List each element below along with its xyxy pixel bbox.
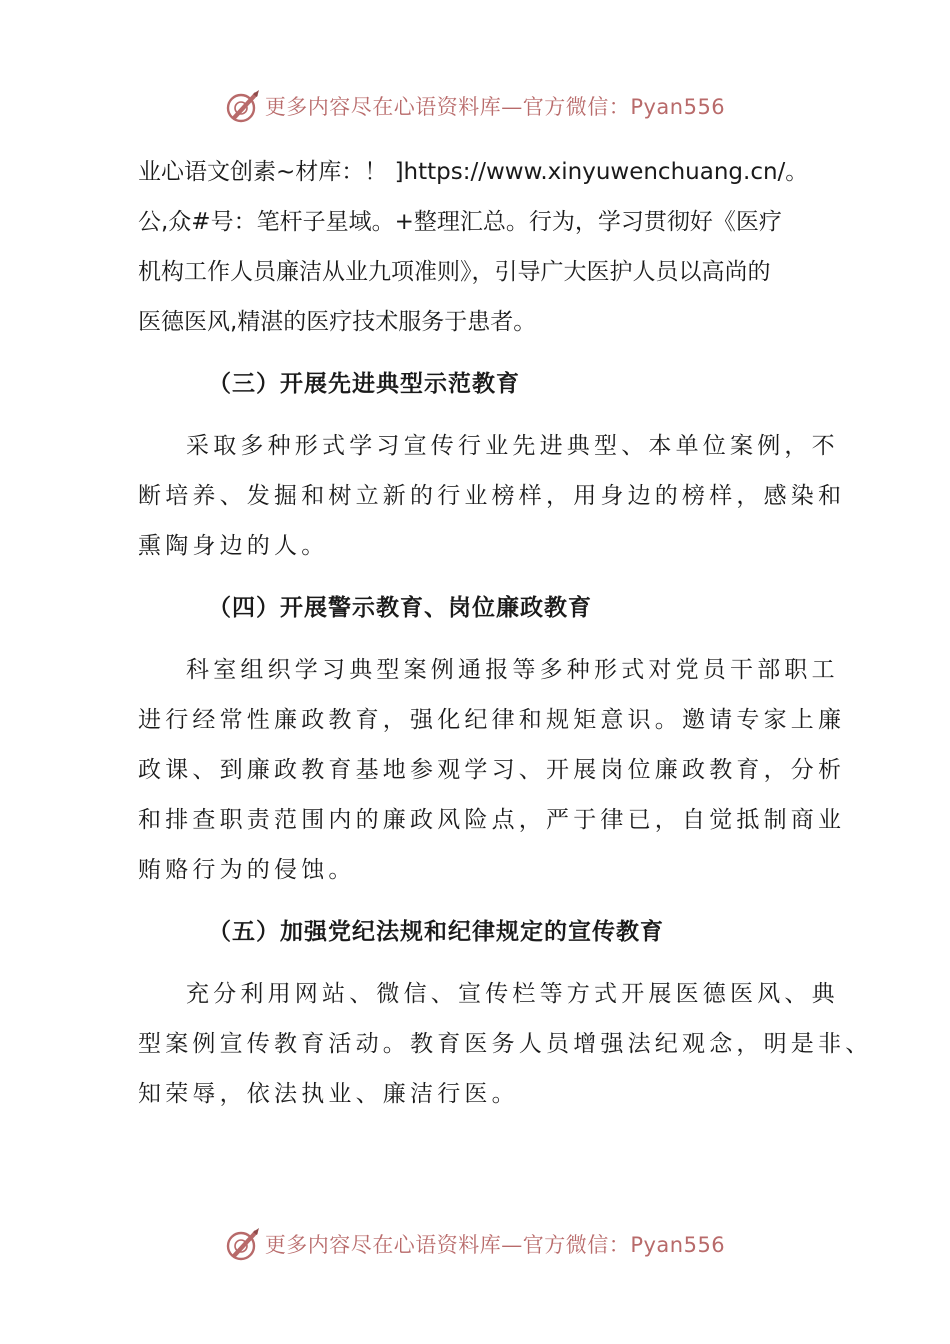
quill-logo-icon bbox=[225, 88, 261, 124]
section-heading: （三）开展先进典型示范教育 bbox=[208, 370, 520, 397]
paragraph-line: 采取多种形式学习宣传行业先进典型、本单位案例，不 bbox=[186, 433, 839, 459]
banner-text: 更多内容尽在心语资料库—官方微信：Pyan556 bbox=[264, 1233, 726, 1257]
paragraph-line: 科室组织学习典型案例通报等多种形式对党员干部职工 bbox=[186, 657, 839, 683]
quill-logo-icon bbox=[225, 1226, 261, 1262]
document-body bbox=[138, 147, 873, 1119]
paragraph-line: 医德医风,精湛的医疗技术服务于患者。 bbox=[138, 309, 537, 335]
footer-banner bbox=[0, 1222, 950, 1266]
paragraph-line: 熏陶身边的人。 bbox=[138, 533, 329, 559]
banner-text: 更多内容尽在心语资料库—官方微信：Pyan556 bbox=[264, 95, 726, 119]
paragraph-line: 政课、到廉政教育基地参观学习、开展岗位廉政教育，分析 bbox=[138, 757, 846, 783]
paragraph-line: 机构工作人员廉洁从业九项准则》，引导广大医护人员以高尚的 bbox=[138, 259, 771, 285]
paragraph-line: 知荣辱，依法执业、廉洁行医。 bbox=[138, 1081, 519, 1107]
paragraph-line: 型案例宣传教育活动。教育医务人员增强法纪观念，明是非、 bbox=[138, 1031, 873, 1057]
section-heading: （五）加强党纪法规和纪律规定的宣传教育 bbox=[208, 918, 664, 945]
paragraph-line: 公,众#号：笔杆子星域。+整理汇总。行为，学习贯彻好《医疗 bbox=[138, 209, 782, 235]
paragraph-line: 贿赂行为的侵蚀。 bbox=[138, 857, 356, 883]
paragraph-line: 进行经常性廉政教育，强化纪律和规矩意识。邀请专家上廉 bbox=[138, 707, 846, 733]
paragraph-line: 充分利用网站、微信、宣传栏等方式开展医德医风、典 bbox=[186, 981, 839, 1007]
header-banner bbox=[0, 84, 950, 128]
section-heading: （四）开展警示教育、岗位廉政教育 bbox=[208, 594, 592, 621]
paragraph-line: 业心语文创素~材库：！ ]https://www.xinyuwenchuang.cn/。 bbox=[138, 159, 809, 185]
paragraph-line: 断培养、发掘和树立新的行业榜样，用身边的榜样，感染和 bbox=[138, 483, 846, 509]
paragraph-line: 和排查职责范围内的廉政风险点，严于律已，自觉抵制商业 bbox=[138, 807, 846, 833]
